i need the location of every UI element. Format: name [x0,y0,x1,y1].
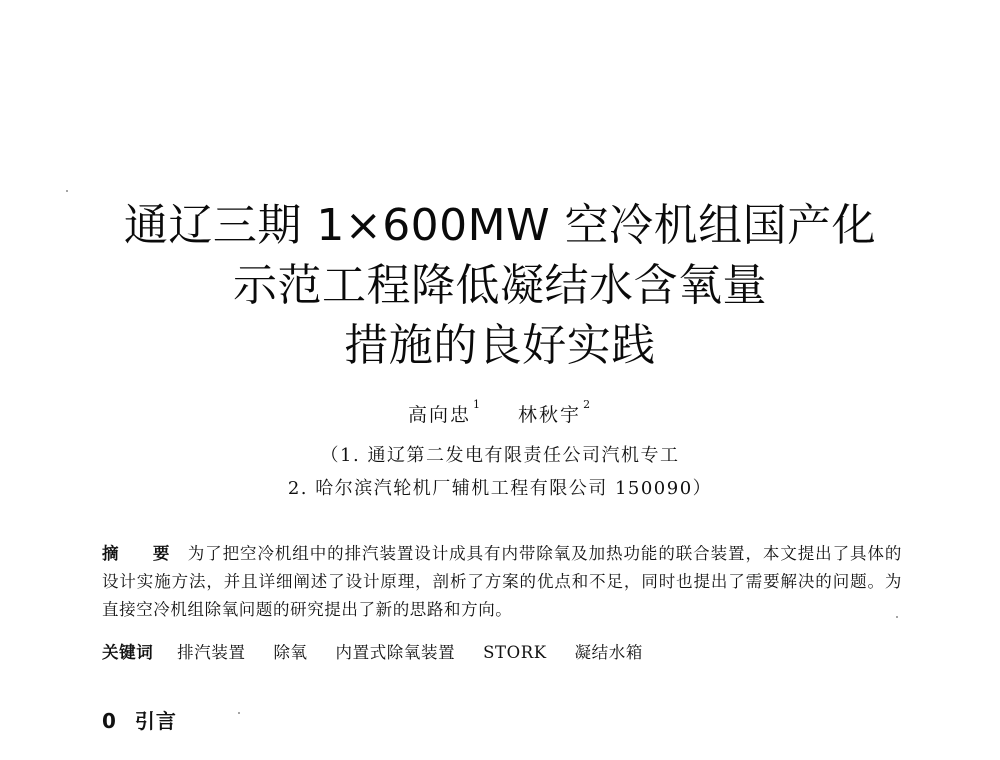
affiliation-1: （1. 通辽第二发电有限责任公司汽机专工 [320,445,680,466]
paper-title [0,196,1000,376]
keywords-label: 关键词 [102,643,154,662]
abstract-text: 为了把空冷机组中的排汽装置设计成具有内带除氧及加热功能的联合装置，本文提出了具体的设计实施方法，并且详细阐述了设计原理，剖析了方案的优点和不足，同时也提出了需要解决的问题。为直接空冷机组除氧问题的研究提出了新的思路和方向。 [102,544,902,619]
author-name: 高向忠 [407,404,471,426]
abstract-label: 摘 要 [102,544,184,563]
abstract [102,540,902,624]
author-name: 林秋宇 [518,404,582,426]
section-heading [102,705,177,734]
keyword: 排汽装置 [177,643,246,662]
author-affiliation-mark: 2 [583,398,593,411]
title-line-3: 措施的良好实践 [344,320,656,371]
affiliation-2: 2. 哈尔滨汽轮机厂辅机工程有限公司 150090） [287,478,713,499]
title-line-2: 示范工程降低凝结水含氧量 [233,260,767,311]
title-line-1: 通辽三期 1×600MW 空冷机组国产化 [123,200,877,251]
author-affiliation-mark: 1 [472,398,482,411]
scan-speck [896,616,898,618]
section-title: 引言 [134,709,177,733]
keyword: 内置式除氧装置 [335,643,456,662]
scan-speck [66,190,68,192]
keyword: 除氧 [273,643,308,662]
keyword: STORK [483,643,547,662]
section-number: 0 [102,709,117,733]
keywords [102,639,922,663]
keyword: 凝结水箱 [574,643,643,662]
scan-speck [238,712,240,714]
author-list [0,400,1000,427]
